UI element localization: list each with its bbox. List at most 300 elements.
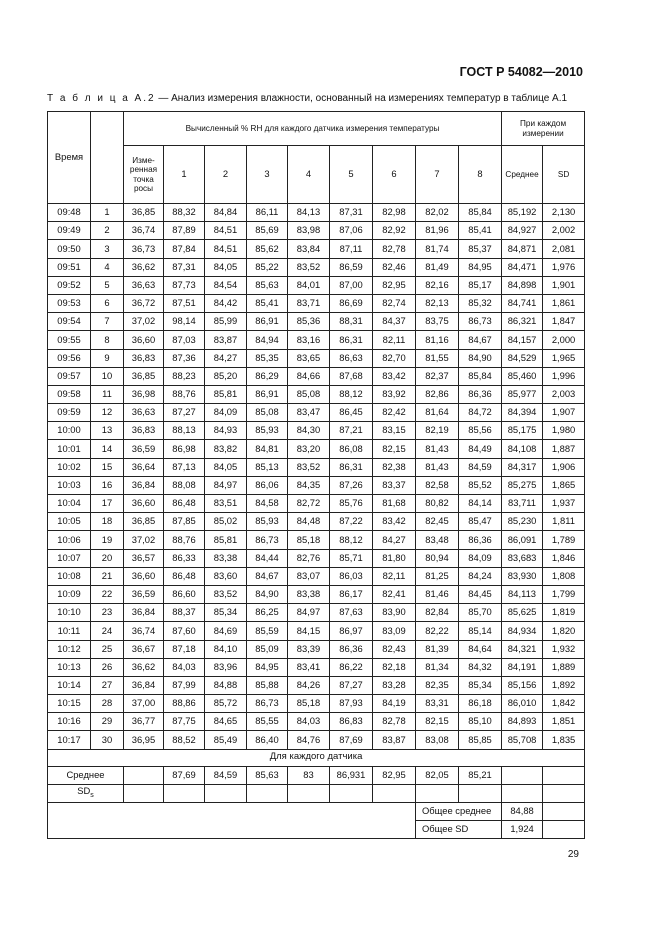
- table-cell: 86,29: [247, 367, 288, 385]
- table-row: [48, 495, 585, 513]
- sensor-mean-value: 85,21: [459, 766, 502, 784]
- footer-section-title: Для каждого датчика: [48, 749, 585, 766]
- table-row: [48, 695, 585, 713]
- table-cell: 83,41: [288, 658, 330, 676]
- table-cell: 87,51: [164, 294, 205, 312]
- table-cell: 82,11: [373, 567, 416, 585]
- table-cell: 85,18: [288, 531, 330, 549]
- table-cell: 10:08: [48, 567, 91, 585]
- table-cell: 86,06: [247, 476, 288, 494]
- table-cell: 82,84: [416, 604, 459, 622]
- table-cell: 84,88: [205, 676, 247, 694]
- table-cell: 86,36: [459, 385, 502, 403]
- table-cell: 83,48: [416, 531, 459, 549]
- table-cell: 84,27: [373, 531, 416, 549]
- table-cell: 83,60: [205, 567, 247, 585]
- table-row: [48, 622, 585, 640]
- table-cell: 23: [91, 604, 124, 622]
- sensor-mean-value: 83: [288, 766, 330, 784]
- table-body: [48, 112, 585, 839]
- table-cell: 84,37: [373, 313, 416, 331]
- table-cell: 83,92: [373, 385, 416, 403]
- table-cell: 85,35: [247, 349, 288, 367]
- table-cell: 86,010: [502, 695, 543, 713]
- table-cell: 80,82: [416, 495, 459, 513]
- table-cell: 85,85: [459, 731, 502, 749]
- table-cell: 10: [91, 367, 124, 385]
- table-cell: 87,73: [164, 276, 205, 294]
- table-cell: 83,87: [373, 731, 416, 749]
- table-cell: 86,83: [330, 713, 373, 731]
- table-cell: 84,05: [205, 458, 247, 476]
- table-cell: 7: [91, 313, 124, 331]
- table-row: [48, 567, 585, 585]
- table-caption-text: — Анализ измерения влажности, основанный на измерениях температур в таблице А.1: [155, 93, 568, 104]
- table-cell: 82,70: [373, 349, 416, 367]
- table-cell: 98,14: [164, 313, 205, 331]
- table-cell: 82,15: [373, 440, 416, 458]
- table-cell: 37,02: [124, 313, 164, 331]
- header-sensor: 4: [288, 146, 330, 204]
- table-cell: 84,09: [459, 549, 502, 567]
- table-cell: 36,62: [124, 658, 164, 676]
- table-cell: 87,06: [330, 222, 373, 240]
- table-cell: 84,58: [247, 495, 288, 513]
- table-cell: 37,02: [124, 531, 164, 549]
- page-number: 29: [567, 849, 579, 860]
- table-cell: 84,27: [205, 349, 247, 367]
- table-cell: 83,90: [373, 604, 416, 622]
- table-cell: 1,799: [543, 585, 585, 603]
- table-cell: 84,927: [502, 222, 543, 240]
- table-cell: 09:51: [48, 258, 91, 276]
- table-cell: 86,321: [502, 313, 543, 331]
- table-cell: 36,84: [124, 476, 164, 494]
- table-cell: 81,43: [416, 458, 459, 476]
- table-cell: 83,52: [288, 458, 330, 476]
- table-cell: 86,31: [330, 331, 373, 349]
- table-cell: 86,48: [164, 495, 205, 513]
- table-cell: 82,58: [416, 476, 459, 494]
- sensor-mean-value: 82,05: [416, 766, 459, 784]
- table-cell: 82,13: [416, 294, 459, 312]
- table-cell: 85,84: [459, 204, 502, 222]
- table-cell: 36,60: [124, 567, 164, 585]
- table-cell: 14: [91, 440, 124, 458]
- table-cell: 84,49: [459, 440, 502, 458]
- table-cell: 83,51: [205, 495, 247, 513]
- table-cell: 28: [91, 695, 124, 713]
- table-cell: 1,976: [543, 258, 585, 276]
- table-cell: 36,84: [124, 604, 164, 622]
- table-cell: 10:00: [48, 422, 91, 440]
- table-cell: 2,003: [543, 385, 585, 403]
- table-cell: 4: [91, 258, 124, 276]
- table-cell: 84,14: [459, 495, 502, 513]
- table-cell: 85,41: [459, 222, 502, 240]
- header-calculated-rh: Вычисленный % RH для каждого датчика измерения температуры: [124, 112, 502, 146]
- table-cell: 84,317: [502, 458, 543, 476]
- table-cell: 84,51: [205, 240, 247, 258]
- table-row: [48, 458, 585, 476]
- table-cell: 85,49: [205, 731, 247, 749]
- table-cell: 86,36: [330, 640, 373, 658]
- header-sd: SD: [543, 146, 585, 204]
- table-cell: [543, 766, 585, 784]
- table-cell: 82,78: [373, 240, 416, 258]
- table-cell: [288, 784, 330, 802]
- table-cell: 83,20: [288, 440, 330, 458]
- table-cell: 36,64: [124, 458, 164, 476]
- table-cell: 83,52: [288, 258, 330, 276]
- table-cell: 85,71: [330, 549, 373, 567]
- table-cell: 83,28: [373, 676, 416, 694]
- table-cell: 10:17: [48, 731, 91, 749]
- table-cell: 87,36: [164, 349, 205, 367]
- header-sensor: 8: [459, 146, 502, 204]
- table-row: [48, 658, 585, 676]
- table-row: [48, 222, 585, 240]
- table-cell: 36,84: [124, 676, 164, 694]
- table-cell: 10:04: [48, 495, 91, 513]
- table-cell: 88,12: [330, 531, 373, 549]
- sensor-mean-value: 85,63: [247, 766, 288, 784]
- table-cell: 85,14: [459, 622, 502, 640]
- table-cell: 84,19: [373, 695, 416, 713]
- table-cell: 85,55: [247, 713, 288, 731]
- table-cell: 82,11: [373, 331, 416, 349]
- table-cell: 85,41: [247, 294, 288, 312]
- table-cell: 84,97: [288, 604, 330, 622]
- table-cell: 83,37: [373, 476, 416, 494]
- table-cell: 84,94: [247, 331, 288, 349]
- table-cell: 84,113: [502, 585, 543, 603]
- table-cell: 82,45: [416, 513, 459, 531]
- table-row: [48, 404, 585, 422]
- table-cell: 88,86: [164, 695, 205, 713]
- table-cell: 84,394: [502, 404, 543, 422]
- table-cell: 86,73: [247, 531, 288, 549]
- table-cell: 84,95: [459, 258, 502, 276]
- table-cell: 85,59: [247, 622, 288, 640]
- overall-sd-label: Общее SD: [416, 820, 502, 838]
- table-cell: 83,38: [288, 585, 330, 603]
- table-cell: 36,74: [124, 622, 164, 640]
- table-cell: 84,157: [502, 331, 543, 349]
- table-row: [48, 676, 585, 694]
- table-row: [48, 640, 585, 658]
- table-cell: 09:52: [48, 276, 91, 294]
- table-cell: 86,11: [247, 204, 288, 222]
- table-cell: 36,72: [124, 294, 164, 312]
- table-cell: 84,321: [502, 640, 543, 658]
- sensor-mean-value: 82,95: [373, 766, 416, 784]
- table-cell: 10:10: [48, 604, 91, 622]
- table-cell: 10:01: [48, 440, 91, 458]
- table-cell: 3: [91, 240, 124, 258]
- table-cell: 24: [91, 622, 124, 640]
- table-cell: 1,907: [543, 404, 585, 422]
- table-cell: 85,08: [288, 385, 330, 403]
- table-cell: 87,00: [330, 276, 373, 294]
- table-cell: [543, 802, 585, 820]
- table-cell: 1,861: [543, 294, 585, 312]
- table-cell: 82,74: [373, 294, 416, 312]
- table-row: [48, 585, 585, 603]
- sensor-mean-value: 86,931: [330, 766, 373, 784]
- table-cell: 16: [91, 476, 124, 494]
- table-cell: 85,34: [459, 676, 502, 694]
- table-cell: 83,82: [205, 440, 247, 458]
- table-cell: 87,63: [330, 604, 373, 622]
- table-cell: 5: [91, 276, 124, 294]
- table-cell: 85,460: [502, 367, 543, 385]
- footer-sd-label: [48, 784, 124, 802]
- table-cell: 84,108: [502, 440, 543, 458]
- table-cell: 84,76: [288, 731, 330, 749]
- table-cell: 1,889: [543, 658, 585, 676]
- table-cell: 88,13: [164, 422, 205, 440]
- table-cell: 36,83: [124, 422, 164, 440]
- table-cell: 83,15: [373, 422, 416, 440]
- table-cell: 86,69: [330, 294, 373, 312]
- table-cell: 1,842: [543, 695, 585, 713]
- table-cell: 85,977: [502, 385, 543, 403]
- table-cell: 1,865: [543, 476, 585, 494]
- table-cell: 84,32: [459, 658, 502, 676]
- table-cell: 6: [91, 294, 124, 312]
- table-cell: 84,03: [164, 658, 205, 676]
- table-cell: 87,21: [330, 422, 373, 440]
- table-cell: 81,49: [416, 258, 459, 276]
- table-cell: 10:15: [48, 695, 91, 713]
- table-cell: 87,27: [164, 404, 205, 422]
- table-cell: 09:48: [48, 204, 91, 222]
- table-cell: 86,25: [247, 604, 288, 622]
- table-cell: 83,08: [416, 731, 459, 749]
- header-sensor: 6: [373, 146, 416, 204]
- table-cell: 88,32: [164, 204, 205, 222]
- table-cell: 88,31: [330, 313, 373, 331]
- table-cell: 86,091: [502, 531, 543, 549]
- table-cell: 86,33: [164, 549, 205, 567]
- table-row: [48, 349, 585, 367]
- table-cell: 87,84: [164, 240, 205, 258]
- table-cell: 36,85: [124, 204, 164, 222]
- table-cell: [205, 784, 247, 802]
- table-cell: 87,93: [330, 695, 373, 713]
- overall-mean-row: [48, 802, 585, 820]
- table-cell: 09:49: [48, 222, 91, 240]
- table-cell: 85,93: [247, 513, 288, 531]
- table-cell: 10:09: [48, 585, 91, 603]
- table-cell: 87,68: [330, 367, 373, 385]
- table-row: [48, 385, 585, 403]
- table-row: [48, 240, 585, 258]
- table-cell: 82,22: [416, 622, 459, 640]
- table-cell: 36,77: [124, 713, 164, 731]
- table-cell: 85,192: [502, 204, 543, 222]
- table-cell: 84,471: [502, 258, 543, 276]
- table-cell: 87,99: [164, 676, 205, 694]
- table-cell: 83,52: [205, 585, 247, 603]
- table-cell: 82,41: [373, 585, 416, 603]
- table-cell: 1,887: [543, 440, 585, 458]
- table-cell: 85,10: [459, 713, 502, 731]
- table-cell: 84,24: [459, 567, 502, 585]
- table-cell: 84,898: [502, 276, 543, 294]
- table-cell: 36,62: [124, 258, 164, 276]
- table-cell: 88,76: [164, 531, 205, 549]
- table-cell: 1,835: [543, 731, 585, 749]
- table-cell: 84,35: [288, 476, 330, 494]
- overall-mean-value: 84,88: [502, 802, 543, 820]
- footer-empty-block: [48, 802, 416, 838]
- table-cell: 87,69: [330, 731, 373, 749]
- table-cell: [124, 766, 164, 784]
- table-cell: 85,156: [502, 676, 543, 694]
- table-cell: 87,11: [330, 240, 373, 258]
- footer-mean-label: Среднее: [48, 766, 124, 784]
- table-cell: 86,63: [330, 349, 373, 367]
- table-cell: 85,88: [247, 676, 288, 694]
- table-cell: 36,74: [124, 222, 164, 240]
- table-cell: 25: [91, 640, 124, 658]
- table-cell: 10:11: [48, 622, 91, 640]
- table-cell: 86,17: [330, 585, 373, 603]
- table-cell: 36,67: [124, 640, 164, 658]
- table-cell: 84,13: [288, 204, 330, 222]
- table-cell: 19: [91, 531, 124, 549]
- table-cell: 83,71: [288, 294, 330, 312]
- table-cell: 17: [91, 495, 124, 513]
- table-cell: 84,893: [502, 713, 543, 731]
- table-cell: [502, 784, 543, 802]
- table-cell: 82,19: [416, 422, 459, 440]
- table-cell: 84,54: [205, 276, 247, 294]
- table-cell: 84,64: [459, 640, 502, 658]
- table-cell: 2,002: [543, 222, 585, 240]
- table-cell: 84,30: [288, 422, 330, 440]
- table-cell: 82,42: [373, 404, 416, 422]
- humidity-analysis-table: [47, 111, 585, 839]
- table-cell: 86,98: [164, 440, 205, 458]
- table-cell: 86,18: [459, 695, 502, 713]
- table-cell: [247, 784, 288, 802]
- table-cell: 85,36: [288, 313, 330, 331]
- table-cell: 87,31: [164, 258, 205, 276]
- table-cell: 82,78: [373, 713, 416, 731]
- table-cell: 26: [91, 658, 124, 676]
- table-cell: 36,98: [124, 385, 164, 403]
- table-cell: 1,820: [543, 622, 585, 640]
- table-cell: 83,683: [502, 549, 543, 567]
- table-row: [48, 313, 585, 331]
- table-cell: 85,52: [459, 476, 502, 494]
- table-cell: 85,20: [205, 367, 247, 385]
- table-cell: 09:53: [48, 294, 91, 312]
- sensor-mean-value: 84,59: [205, 766, 247, 784]
- table-cell: 84,59: [459, 458, 502, 476]
- table-cell: 82,37: [416, 367, 459, 385]
- table-cell: 82,35: [416, 676, 459, 694]
- table-cell: 21: [91, 567, 124, 585]
- table-cell: 82,15: [416, 713, 459, 731]
- table-cell: 88,08: [164, 476, 205, 494]
- table-cell: 85,17: [459, 276, 502, 294]
- table-cell: 85,81: [205, 385, 247, 403]
- table-cell: 84,72: [459, 404, 502, 422]
- table-cell: 85,175: [502, 422, 543, 440]
- table-cell: 1,901: [543, 276, 585, 294]
- table-cell: 84,03: [288, 713, 330, 731]
- table-row: [48, 476, 585, 494]
- table-cell: 1,851: [543, 713, 585, 731]
- table-cell: 30: [91, 731, 124, 749]
- table-cell: 84,871: [502, 240, 543, 258]
- table-cell: 84,81: [247, 440, 288, 458]
- table-cell: [543, 820, 585, 838]
- table-cell: 1,937: [543, 495, 585, 513]
- table-cell: 36,63: [124, 404, 164, 422]
- table-cell: 83,31: [416, 695, 459, 713]
- table-cell: 88,23: [164, 367, 205, 385]
- table-cell: 85,275: [502, 476, 543, 494]
- table-cell: 84,529: [502, 349, 543, 367]
- table-cell: 2,000: [543, 331, 585, 349]
- table-caption: [47, 93, 567, 104]
- header-time: Время: [48, 112, 91, 204]
- table-cell: 86,91: [247, 385, 288, 403]
- table-cell: 36,60: [124, 495, 164, 513]
- table-cell: 86,40: [247, 731, 288, 749]
- table-cell: [330, 784, 373, 802]
- table-cell: 86,97: [330, 622, 373, 640]
- table-cell: 84,90: [247, 585, 288, 603]
- table-cell: 84,69: [205, 622, 247, 640]
- table-cell: 86,45: [330, 404, 373, 422]
- table-cell: 85,37: [459, 240, 502, 258]
- table-cell: 87,31: [330, 204, 373, 222]
- table-cell: 83,87: [205, 331, 247, 349]
- table-cell: 83,09: [373, 622, 416, 640]
- table-cell: 36,57: [124, 549, 164, 567]
- table-cell: 81,43: [416, 440, 459, 458]
- table-cell: 84,90: [459, 349, 502, 367]
- table-cell: 15: [91, 458, 124, 476]
- header-sensor: 5: [330, 146, 373, 204]
- table-cell: 87,60: [164, 622, 205, 640]
- table-cell: 84,67: [459, 331, 502, 349]
- table-row: [48, 258, 585, 276]
- table-cell: 86,22: [330, 658, 373, 676]
- table-cell: 85,84: [459, 367, 502, 385]
- table-cell: 87,75: [164, 713, 205, 731]
- table-cell: 1,811: [543, 513, 585, 531]
- table-cell: 85,72: [205, 695, 247, 713]
- table-cell: 10:14: [48, 676, 91, 694]
- table-cell: 86,03: [330, 567, 373, 585]
- table-cell: 1,996: [543, 367, 585, 385]
- table-cell: 85,56: [459, 422, 502, 440]
- table-cell: 81,34: [416, 658, 459, 676]
- table-cell: 86,31: [330, 458, 373, 476]
- table-cell: 87,22: [330, 513, 373, 531]
- table-row: [48, 422, 585, 440]
- table-cell: 36,60: [124, 331, 164, 349]
- table-cell: 09:55: [48, 331, 91, 349]
- table-cell: 84,51: [205, 222, 247, 240]
